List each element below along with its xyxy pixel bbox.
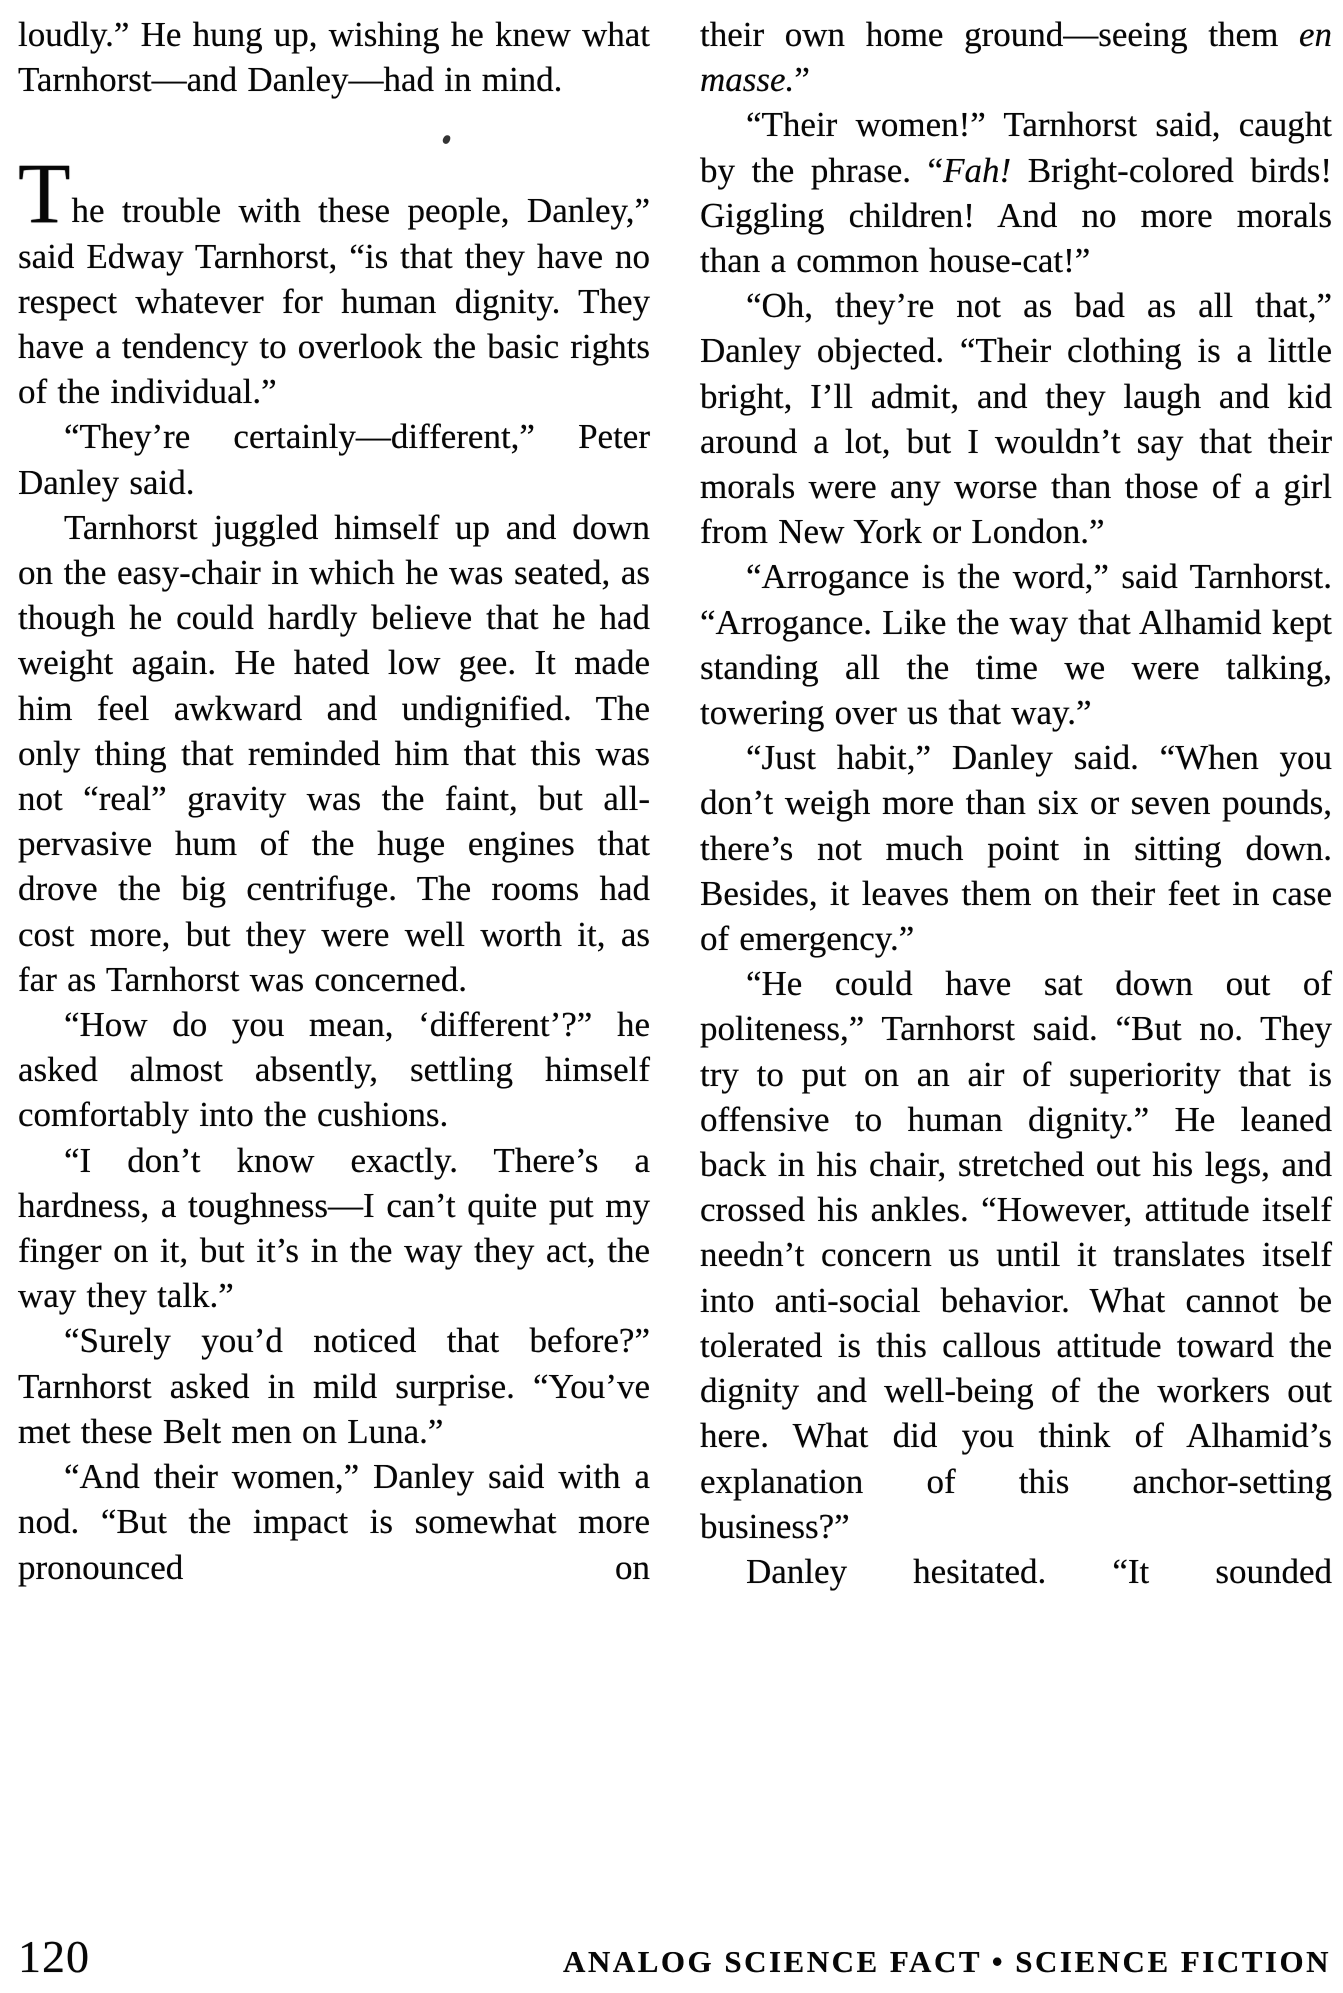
initial-cap: T	[18, 145, 72, 242]
text-run: Danley hesitated. “It sounded	[746, 1551, 1332, 1591]
paragraph	[700, 554, 1332, 735]
text-run: “Just habit,” Danley said. “When you don’t weigh more than six or seven pounds, there’s not much point in sitting down. Besides, it leaves them on their feet in case of emergency.”	[700, 738, 1332, 959]
text-column-left	[18, 12, 650, 1594]
text-run: Bright-colored birds! Giggling children! And no more morals than a common house-cat!”	[700, 150, 1333, 281]
text-run: their own home ground—seeing them	[700, 15, 1299, 54]
paragraph	[18, 12, 650, 102]
paragraph	[700, 283, 1332, 554]
page-number: 120	[18, 1931, 90, 1982]
text-run: “Arrogance is the word,” said Tarnhorst. “Arrogance. Like the way that Alhamid kept standing all the time we were talking, towering over us that way.”	[700, 557, 1332, 733]
paragraph	[18, 1454, 650, 1590]
text-run: “They’re certainly—different,” Peter Danley said.	[18, 417, 650, 502]
paragraph	[700, 735, 1332, 961]
text-run: “Oh, they’re not as bad as all that,” Danley objected. “Their clothing is a little bright, I’ll admit, and they laugh and kid around a lot, but I wouldn’t say that their morals were any worse than those of a girl from New York or London.”	[700, 286, 1332, 552]
paragraph	[18, 1318, 650, 1454]
italic-text-run: en masse.	[700, 15, 1332, 100]
paragraph	[18, 145, 650, 414]
page-footer	[18, 1931, 1331, 1982]
paragraph	[18, 1002, 650, 1138]
running-title: ANALOG SCIENCE FACT • SCIENCE FICTION	[563, 1944, 1331, 1979]
italic-text-run: Fah!	[943, 150, 1012, 190]
text-run: “I don’t know exactly. There’s a hardness, a toughness—I can’t quite put my finger on it, but it’s in the way they act, the way they talk.”	[18, 1140, 650, 1316]
text-run: “He could have sat down out of politeness,” Tarnhorst said. “But no. They try to put on an air of superiority that is offensive to human dignity.” He leaned back in his chair, stretched out his legs, and crossed his ankles. “However, attitude itself needn’t concern us until it translates itself into anti-social behavior. What cannot be tolerated is this callous attitude toward the dignity and well-being of the workers out here. What did you think of Alhamid’s explanation of this anchor-setting business?”	[700, 964, 1332, 1546]
text-column-right	[700, 12, 1332, 1594]
paragraph	[700, 102, 1332, 283]
text-run: “How do you mean, ‘different’?” he asked almost absently, settling himself comfortably into the cushions.	[18, 1005, 650, 1135]
text-run: loudly.” He hung up, wishing he knew what Tarnhorst—and Danley—had in mind.	[18, 15, 650, 100]
text-run: Tarnhorst juggled himself up and down on the easy-chair in which he was seated, as though he could hardly believe that he had weight again. He hated low gee. It made him feel awkward and undignified. The only thing that reminded him that this was not “real” gravity was the faint, but all-pervasive hum of the huge engines that drove the big centrifuge. The rooms had cost more, but they were well worth it, as far as Tarnhorst was concerned.	[18, 507, 650, 999]
text-run: “And their women,” Danley said with a nod. “But the impact is somewhat more pronounced on	[18, 1457, 650, 1587]
paragraph	[18, 1138, 650, 1319]
text-run: “Surely you’d noticed that before?” Tarnhorst asked in mild surprise. “You’ve met these Belt men on Luna.”	[18, 1321, 650, 1451]
text-run: “Their women!” Tarnhorst said, caught by the phrase. “	[700, 105, 1332, 190]
paragraph	[700, 961, 1332, 1549]
paragraph	[700, 12, 1332, 102]
text-run: ”	[794, 60, 810, 100]
text-run: he trouble with these people, Danley,” said Edway Tarnhorst, “is that they have no respect whatever for human dignity. They have a tendency to overlook the basic rights of the individual.”	[18, 191, 650, 412]
paragraph	[700, 1549, 1332, 1594]
text-columns	[18, 12, 1333, 1594]
paragraph	[18, 505, 650, 1002]
paragraph	[18, 414, 650, 504]
